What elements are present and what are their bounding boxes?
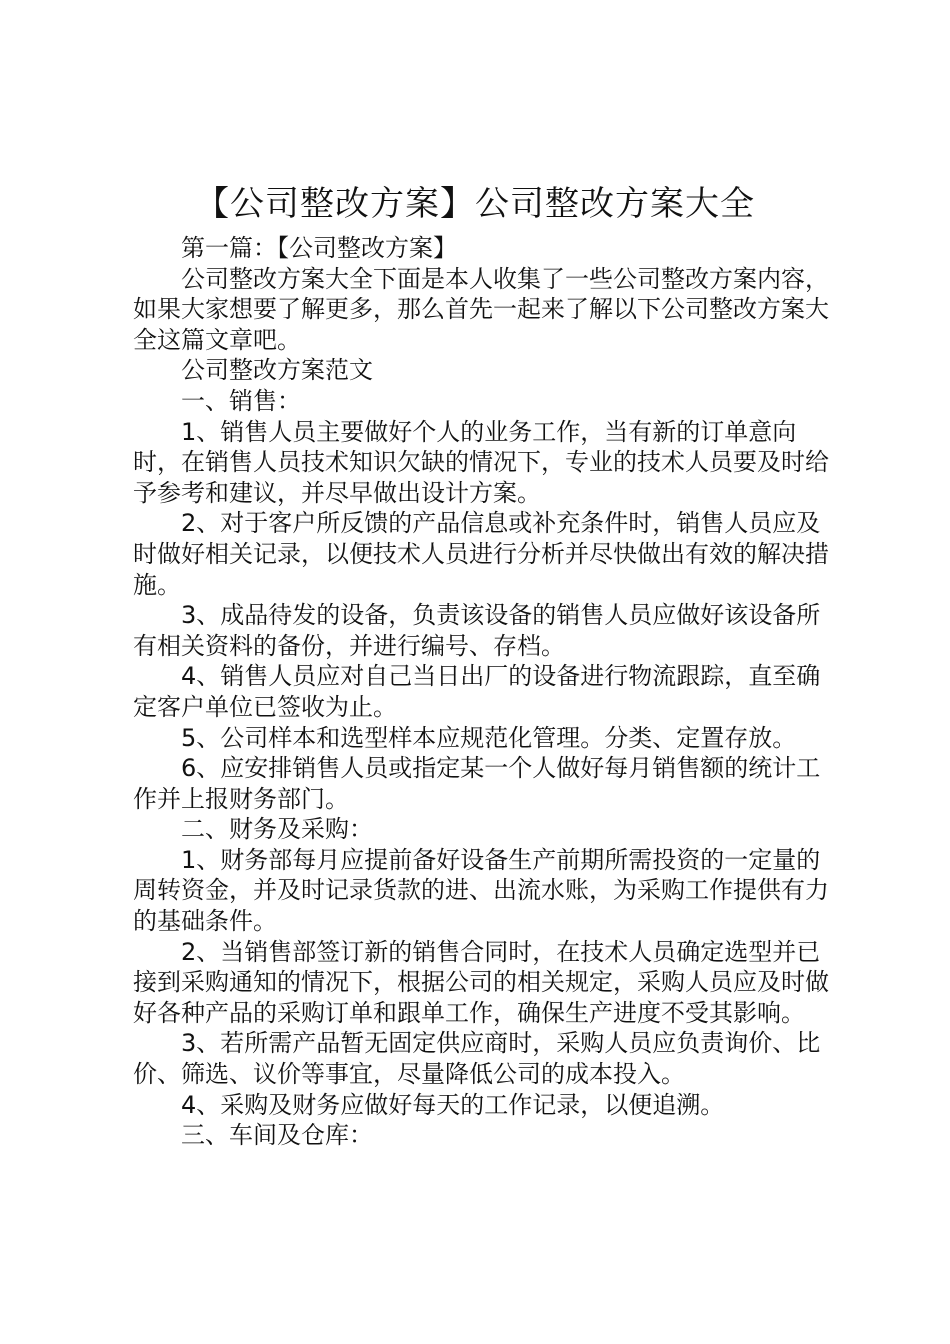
finance-item-2: 2、当销售部签订新的销售合同时，在技术人员确定选型并已接到采购通知的情况下，根据公司的相关规定，采购人员应及时做好各种产品的采购订单和跟单工作，确保生产进度不受其影响。 bbox=[133, 937, 829, 1027]
sales-item-2: 2、对于客户所反馈的产品信息或补充条件时，销售人员应及时做好相关记录，以便技术人员进行分析并尽快做出有效的解决措施。 bbox=[133, 509, 829, 599]
sales-item-1: 1、销售人员主要做好个人的业务工作，当有新的订单意向时，在销售人员技术知识欠缺的情况下，专业的技术人员要及时给予参考和建议，并尽早做出设计方案。 bbox=[133, 417, 829, 507]
sales-item-6: 6、应安排销售人员或指定某一个人做好每月销售额的统计工作并上报财务部门。 bbox=[133, 754, 821, 813]
document-title: 【公司整改方案】公司整改方案大全 bbox=[195, 184, 755, 224]
section-heading-workshop: 三、车间及仓库： bbox=[181, 1121, 373, 1150]
finance-item-1: 1、财务部每月应提前备好设备生产前期所需投资的一定量的周转资金，并及时记录货款的进、出流水账，为采购工作提供有力的基础条件。 bbox=[133, 845, 829, 936]
sales-item-3: 3、成品待发的设备，负责该设备的销售人员应做好该设备所有相关资料的备份，并进行编号、存档。 bbox=[133, 601, 821, 660]
finance-item-4: 4、采购及财务应做好每天的工作记录，以便追溯。 bbox=[181, 1090, 725, 1119]
sales-item-5: 5、公司样本和选型样本应规范化管理。分类、定置存放。 bbox=[181, 723, 797, 752]
document-body bbox=[133, 233, 833, 1151]
section-heading-part-one: 第一篇：【公司整改方案】 bbox=[181, 234, 457, 262]
section-heading-finance: 二、财务及采购： bbox=[181, 815, 373, 844]
subheading-sample-text: 公司整改方案范文 bbox=[181, 356, 373, 385]
sales-item-4: 4、销售人员应对自己当日出厂的设备进行物流跟踪，直至确定客户单位已签收为止。 bbox=[133, 662, 821, 721]
intro-paragraph: 公司整改方案大全下面是本人收集了一些公司整改方案内容，如果大家想要了解更多，那么首先一起来了解以下公司整改方案大全这篇文章吧。 bbox=[133, 264, 829, 354]
section-heading-sales: 一、销售： bbox=[181, 386, 301, 415]
finance-item-3: 3、若所需产品暂无固定供应商时，采购人员应负责询价、比价、筛选、议价等事宜，尽量降低公司的成本投入。 bbox=[133, 1029, 821, 1089]
